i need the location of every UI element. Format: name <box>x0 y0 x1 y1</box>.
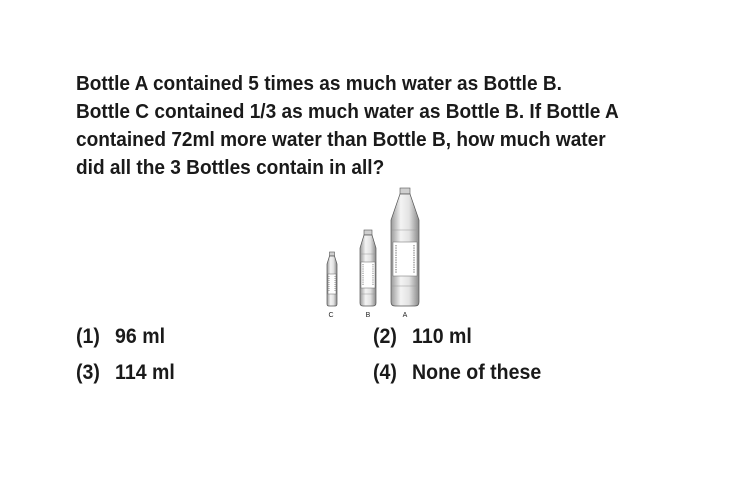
bottle-c-icon <box>327 252 337 306</box>
option-number: (3) <box>76 361 100 384</box>
option-1[interactable] <box>76 324 165 350</box>
option-number: (4) <box>373 361 397 384</box>
bottle-b-icon <box>360 230 376 306</box>
option-text: 114 ml <box>115 361 175 384</box>
option-3[interactable] <box>76 360 175 386</box>
option-text: 96 ml <box>115 325 166 348</box>
option-number: (1) <box>76 325 100 348</box>
bottles-figure <box>316 186 426 320</box>
question-line: contained 72ml more water than Bottle B, how much water <box>76 128 606 151</box>
bottle-a-icon <box>391 188 419 306</box>
bottle-a-label: A <box>402 312 408 319</box>
option-number: (2) <box>373 325 397 348</box>
question-line: did all the 3 Bottles contain in all? <box>76 156 385 179</box>
bottle-b-label: B <box>365 312 371 319</box>
question-line: Bottle A contained 5 times as much water as Bottle B. <box>76 72 562 95</box>
option-text: 110 ml <box>412 325 472 348</box>
option-text: None of these <box>412 361 542 384</box>
option-4[interactable] <box>373 360 541 386</box>
question-text <box>76 70 634 182</box>
option-2[interactable] <box>373 324 472 350</box>
question-line: Bottle C contained 1/3 as much water as Bottle B. If Bottle A <box>76 100 619 123</box>
bottle-c-label: C <box>328 312 334 319</box>
